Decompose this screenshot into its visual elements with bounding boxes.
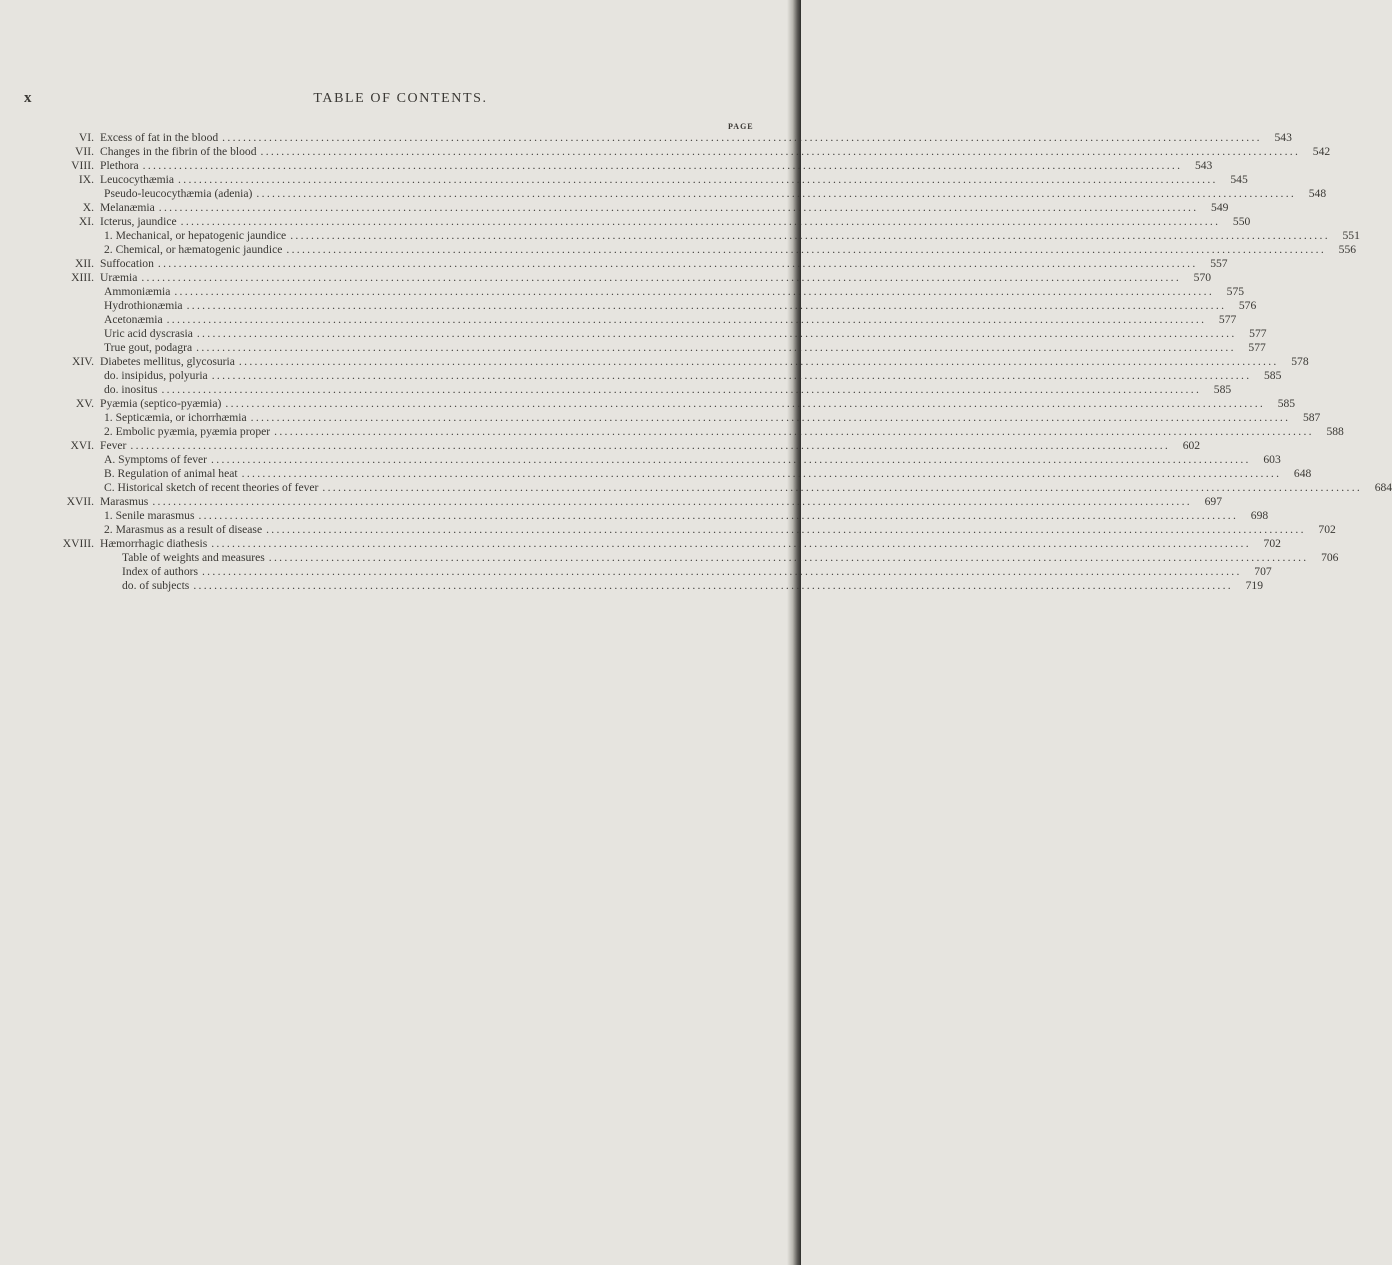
toc-entry-title: Marasmus bbox=[100, 495, 149, 508]
toc-entry bbox=[60, 187, 1327, 201]
toc-entry-page: 698 bbox=[1250, 509, 1269, 522]
toc-entry-page: 542 bbox=[1312, 145, 1331, 158]
toc-entry bbox=[60, 411, 1321, 425]
toc-entry-page: 603 bbox=[1263, 453, 1281, 466]
toc-entry bbox=[60, 495, 1222, 509]
dot-leader: ........................................................................................................................................................................................................ bbox=[322, 481, 1363, 494]
toc-entry bbox=[60, 537, 1281, 551]
toc-entry-title: Changes in the fibrin of the blood bbox=[100, 145, 257, 158]
toc-entry-page: 551 bbox=[1342, 229, 1360, 242]
toc-entry bbox=[60, 397, 1296, 411]
running-head: TABLE OF CONTENTS. bbox=[313, 91, 488, 106]
toc-entry-page: 577 bbox=[1249, 327, 1267, 340]
toc-entry-page: 543 bbox=[1274, 131, 1292, 144]
toc-entry bbox=[60, 299, 1257, 313]
table-of-contents bbox=[60, 131, 1392, 593]
toc-entry-title: Icterus, jaundice bbox=[100, 215, 177, 228]
toc-entry bbox=[60, 131, 1292, 145]
toc-entry-number: XI. bbox=[78, 215, 94, 228]
toc-entry-page: 577 bbox=[1248, 341, 1266, 354]
page-column-label: PAGE bbox=[728, 122, 754, 131]
toc-entry-number: X. bbox=[82, 201, 94, 214]
toc-entry bbox=[60, 453, 1281, 467]
toc-entry-title: Pseudo-leucocythæmia (adenia) bbox=[104, 187, 253, 200]
toc-entry-page: 707 bbox=[1254, 565, 1272, 578]
toc-entry-title: 1. Septicæmia, or ichorrhæmia bbox=[104, 411, 247, 424]
dot-leader: ........................................................................................................................................................................................................ bbox=[256, 187, 1297, 200]
dot-leader: ........................................................................................................................................................................................................ bbox=[178, 173, 1218, 186]
toc-entry bbox=[60, 145, 1331, 159]
toc-entry-title: do. of subjects bbox=[122, 579, 190, 592]
toc-entry-title: Suffocation bbox=[100, 257, 154, 270]
toc-entry-title: C. Historical sketch of recent theories of fever bbox=[104, 481, 319, 494]
toc-entry bbox=[60, 509, 1269, 523]
toc-entry-title: Hæmorrhagic diathesis bbox=[100, 537, 208, 550]
toc-entry bbox=[60, 201, 1229, 215]
toc-entry-title: 1. Senile marasmus bbox=[104, 509, 195, 522]
dot-leader: ........................................................................................................................................................................................................ bbox=[211, 537, 1251, 550]
toc-entry-page: 545 bbox=[1230, 173, 1248, 186]
toc-entry-title: Acetonæmia bbox=[104, 313, 163, 326]
toc-entry-page: 588 bbox=[1326, 425, 1344, 438]
toc-entry-page: 602 bbox=[1182, 439, 1201, 452]
toc-entry bbox=[60, 243, 1357, 257]
dot-leader: ........................................................................................................................................................................................................ bbox=[142, 159, 1183, 172]
toc-entry-title: Uræmia bbox=[100, 271, 138, 284]
toc-entry-title: 2. Chemical, or hæmatogenic jaundice bbox=[104, 243, 283, 256]
toc-entry bbox=[60, 327, 1267, 341]
toc-entry-page: 684 bbox=[1374, 481, 1392, 494]
toc-entry-number: XII. bbox=[75, 257, 94, 270]
toc-entry-page: 549 bbox=[1211, 201, 1229, 214]
toc-entry-page: 697 bbox=[1204, 495, 1222, 508]
dot-leader: ........................................................................................................................................................................................................ bbox=[211, 453, 1251, 466]
dot-leader: ........................................................................................................................................................................................................ bbox=[158, 201, 1199, 214]
toc-entry bbox=[60, 285, 1245, 299]
toc-entry bbox=[60, 369, 1282, 383]
toc-entry-title: 2. Embolic pyæmia, pyæmia proper bbox=[104, 425, 271, 438]
toc-entry-page: 585 bbox=[1213, 383, 1232, 396]
toc-entry bbox=[60, 565, 1272, 579]
dot-leader: ........................................................................................................................................................................................................ bbox=[166, 313, 1207, 326]
toc-entry-title: Fever bbox=[100, 439, 127, 452]
dot-leader: ........................................................................................................................................................................................................ bbox=[193, 579, 1233, 592]
toc-entry-page: 576 bbox=[1238, 299, 1257, 312]
dot-leader: ........................................................................................................................................................................................................ bbox=[266, 523, 1306, 536]
toc-entry-page: 570 bbox=[1193, 271, 1212, 284]
toc-entry-title: Diabetes mellitus, glycosuria bbox=[100, 355, 235, 368]
toc-entry-title: Uric acid dyscrasia bbox=[104, 327, 193, 340]
toc-entry-page: 575 bbox=[1226, 285, 1245, 298]
toc-entry-title: 1. Mechanical, or hepatogenic jaundice bbox=[104, 229, 287, 242]
toc-entry-number: VI. bbox=[78, 131, 94, 144]
toc-entry-page: 578 bbox=[1291, 355, 1309, 368]
toc-entry-page: 706 bbox=[1321, 551, 1339, 564]
toc-entry-title: B. Regulation of animal heat bbox=[104, 467, 238, 480]
toc-entry-page: 702 bbox=[1318, 523, 1336, 536]
dot-leader: ........................................................................................................................................................................................................ bbox=[225, 397, 1266, 410]
dot-leader: ........................................................................................................................................................................................................ bbox=[201, 565, 1242, 578]
toc-entry-page: 719 bbox=[1245, 579, 1263, 592]
toc-entry-title: do. inositus bbox=[104, 383, 158, 396]
toc-entry-number: VII. bbox=[75, 145, 94, 158]
dot-leader: ........................................................................................................................................................................................................ bbox=[174, 285, 1215, 298]
toc-entry bbox=[60, 229, 1360, 243]
toc-entry bbox=[60, 467, 1312, 481]
toc-entry-title: Hydrothionæmia bbox=[104, 299, 183, 312]
toc-entry-number: XIII. bbox=[71, 271, 94, 284]
toc-entry-title: Ammoniæmia bbox=[104, 285, 171, 298]
toc-entry bbox=[60, 481, 1392, 495]
toc-entry-page: 585 bbox=[1277, 397, 1296, 410]
toc-entry-number: XV. bbox=[75, 397, 94, 410]
toc-entry-page: 702 bbox=[1263, 537, 1281, 550]
dot-leader: ........................................................................................................................................................................................................ bbox=[250, 411, 1291, 424]
toc-entry-number: XVII. bbox=[66, 495, 94, 508]
page-number: x bbox=[24, 90, 32, 106]
dot-leader: ........................................................................................................................................................................................................ bbox=[286, 243, 1327, 256]
toc-entry-page: 556 bbox=[1338, 243, 1357, 256]
toc-entry-title: A. Symptoms of fever bbox=[104, 453, 208, 466]
toc-entry-title: Melanæmia bbox=[100, 201, 155, 214]
toc-entry-page: 648 bbox=[1293, 467, 1312, 480]
toc-entry bbox=[60, 383, 1232, 397]
toc-entry-number: XVI. bbox=[70, 439, 94, 452]
dot-leader: ........................................................................................................................................................................................................ bbox=[268, 551, 1309, 564]
toc-entry-page: 548 bbox=[1308, 187, 1327, 200]
toc-entry bbox=[60, 159, 1213, 173]
toc-entry bbox=[60, 215, 1251, 229]
dot-leader: ........................................................................................................................................................................................................ bbox=[180, 215, 1221, 228]
toc-entry-title: Pyæmia (septico-pyæmia) bbox=[100, 397, 222, 410]
toc-entry-title: True gout, podagra bbox=[104, 341, 193, 354]
toc-entry-title: 2. Marasmus as a result of disease bbox=[104, 523, 263, 536]
toc-entry bbox=[60, 355, 1309, 369]
toc-entry-page: 577 bbox=[1218, 313, 1237, 326]
toc-entry-title: do. insipidus, polyuria bbox=[104, 369, 208, 382]
dot-leader: ........................................................................................................................................................................................................ bbox=[274, 425, 1314, 438]
dot-leader: ........................................................................................................................................................................................................ bbox=[238, 355, 1279, 368]
toc-entry bbox=[60, 439, 1201, 453]
toc-entry-number: XVIII. bbox=[62, 537, 94, 550]
toc-entry-page: 557 bbox=[1210, 257, 1228, 270]
toc-entry-page: 543 bbox=[1194, 159, 1213, 172]
dot-leader: ........................................................................................................................................................................................................ bbox=[196, 341, 1236, 354]
dot-leader: ........................................................................................................................................................................................................ bbox=[241, 467, 1282, 480]
toc-entry-title: Excess of fat in the blood bbox=[100, 131, 219, 144]
dot-leader: ........................................................................................................................................................................................................ bbox=[161, 383, 1202, 396]
toc-entry-title: Plethora bbox=[100, 159, 139, 172]
toc-entry bbox=[60, 313, 1237, 327]
toc-entry-title: Index of authors bbox=[122, 565, 198, 578]
toc-entry-page: 550 bbox=[1232, 215, 1251, 228]
toc-entry-number: IX. bbox=[78, 173, 94, 186]
dot-leader: ........................................................................................................................................................................................................ bbox=[157, 257, 1198, 270]
toc-entry bbox=[60, 523, 1336, 537]
dot-leader: ........................................................................................................................................................................................................ bbox=[211, 369, 1252, 382]
toc-entry bbox=[60, 579, 1263, 593]
toc-entry-title: Leucocythæmia bbox=[100, 173, 175, 186]
toc-entry bbox=[60, 271, 1212, 285]
dot-leader: ........................................................................................................................................................................................................ bbox=[198, 509, 1239, 522]
dot-leader: ........................................................................................................................................................................................................ bbox=[130, 439, 1171, 452]
toc-entry-page: 585 bbox=[1264, 369, 1282, 382]
toc-entry-number: XIV. bbox=[71, 355, 94, 368]
toc-entry-title: Table of weights and measures bbox=[122, 551, 265, 564]
dot-leader: ........................................................................................................................................................................................................ bbox=[196, 327, 1237, 340]
toc-entry-number: VIII. bbox=[71, 159, 94, 172]
dot-leader: ........................................................................................................................................................................................................ bbox=[141, 271, 1182, 284]
toc-entry bbox=[60, 257, 1228, 271]
toc-entry-page: 587 bbox=[1302, 411, 1321, 424]
dot-leader: ........................................................................................................................................................................................................ bbox=[260, 145, 1301, 158]
dot-leader: ........................................................................................................................................................................................................ bbox=[186, 299, 1227, 312]
dot-leader: ........................................................................................................................................................................................................ bbox=[222, 131, 1262, 144]
dot-leader: ........................................................................................................................................................................................................ bbox=[152, 495, 1192, 508]
toc-entry bbox=[60, 173, 1248, 187]
toc-entry bbox=[60, 341, 1266, 355]
toc-entry bbox=[60, 551, 1339, 565]
dot-leader: ........................................................................................................................................................................................................ bbox=[290, 229, 1330, 242]
toc-entry bbox=[60, 425, 1344, 439]
